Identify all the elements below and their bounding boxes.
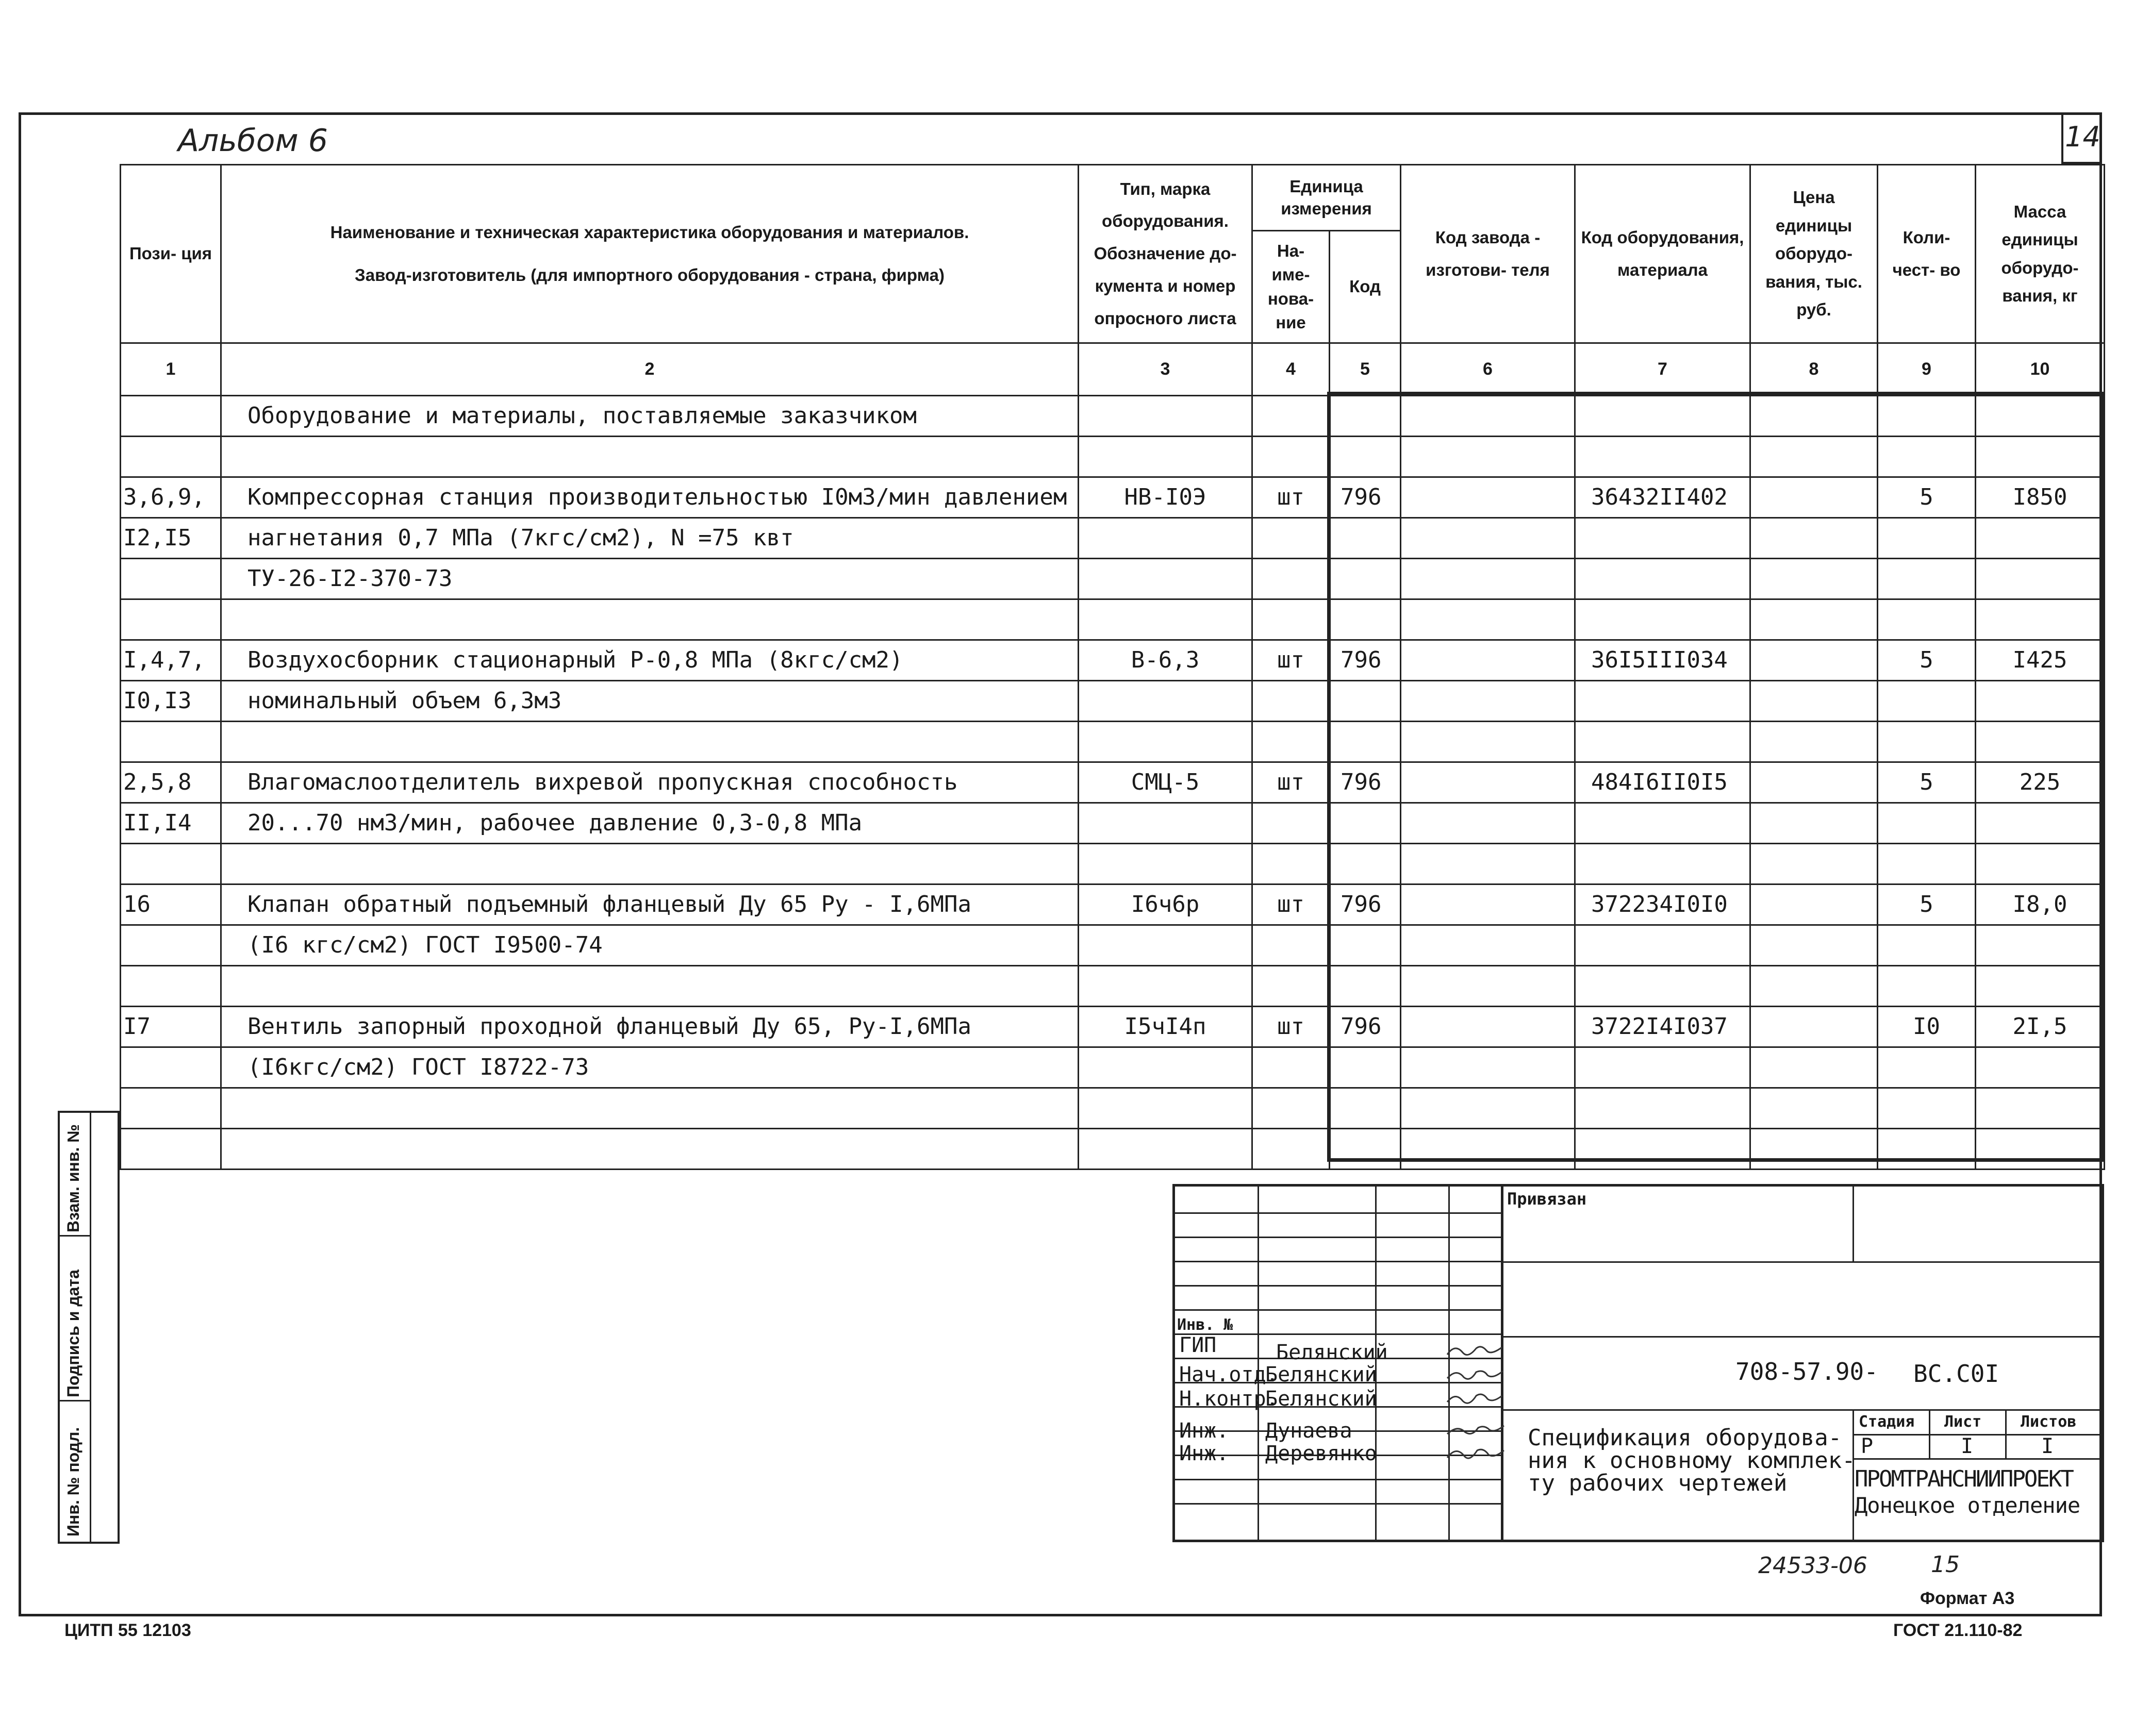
table-row xyxy=(121,1088,2105,1129)
stamp-hline xyxy=(1175,1479,1501,1480)
cell-mass xyxy=(1976,1129,2105,1170)
cell-price xyxy=(1750,722,1878,762)
header-plant-code: Код завода - изготови- теля xyxy=(1401,165,1575,343)
cell-mass: I8,0 xyxy=(1976,884,2105,925)
cell-price xyxy=(1750,681,1878,722)
cell-unit xyxy=(1252,681,1330,722)
cell-equipment-code xyxy=(1575,844,1750,884)
staff-role-4: Инж. xyxy=(1179,1419,1229,1443)
staff-name-5: Деревянко xyxy=(1265,1442,1377,1465)
cell-unit-code xyxy=(1330,1129,1401,1170)
cell-position xyxy=(121,722,221,762)
cell-price xyxy=(1750,518,1878,559)
cell-type xyxy=(1079,437,1252,477)
column-number-row xyxy=(121,343,2105,396)
cell-position xyxy=(121,437,221,477)
cell-name xyxy=(221,437,1079,477)
cell-position xyxy=(121,559,221,599)
cell-position xyxy=(121,925,221,966)
cell-quantity: 5 xyxy=(1878,477,1976,518)
cell-plant-code xyxy=(1401,518,1575,559)
cell-unit-code: 796 xyxy=(1330,1007,1401,1047)
colnum-5: 5 xyxy=(1330,343,1401,396)
cell-position xyxy=(121,1088,221,1129)
cell-type xyxy=(1079,559,1252,599)
colnum-6: 6 xyxy=(1401,343,1575,396)
title-block xyxy=(1172,1184,2104,1542)
table-row xyxy=(121,599,2105,640)
side-vzam-label: Взам. инв. № xyxy=(64,1124,82,1232)
cell-name: Воздухосборник стационарный Р-0,8 МПа (8кгс/см2) xyxy=(221,640,1079,681)
stage-label: Стадия xyxy=(1859,1413,1915,1431)
cell-type: СМЦ-5 xyxy=(1079,762,1252,803)
side-divider xyxy=(90,1113,91,1542)
cell-plant-code xyxy=(1401,681,1575,722)
cell-unit xyxy=(1252,803,1330,844)
cell-plant-code xyxy=(1401,437,1575,477)
cell-price xyxy=(1750,803,1878,844)
cell-name: (I6 кгс/см2) ГОСТ I9500-74 xyxy=(221,925,1079,966)
archive-number: 24533-06 xyxy=(1758,1553,1867,1579)
header-position: Пози- ция xyxy=(121,165,221,343)
table-row xyxy=(121,803,2105,844)
cell-quantity xyxy=(1878,722,1976,762)
table-row xyxy=(121,722,2105,762)
cell-quantity xyxy=(1878,1088,1976,1129)
sheet-value: I xyxy=(1961,1434,1974,1458)
cell-type: В-6,3 xyxy=(1079,640,1252,681)
header-name-line2: Завод-изготовитель (для импортного оборудования - страна, фирма) xyxy=(355,265,945,285)
cell-equipment-code xyxy=(1575,559,1750,599)
cell-quantity xyxy=(1878,599,1976,640)
stamp-hline xyxy=(1852,1458,2104,1460)
doc-title-line2: ния к основному комплек- xyxy=(1528,1447,1856,1474)
cell-type xyxy=(1079,925,1252,966)
cell-equipment-code xyxy=(1575,1047,1750,1088)
staff-role-3: Н.контр. xyxy=(1179,1387,1279,1411)
cell-price xyxy=(1750,762,1878,803)
cell-mass xyxy=(1976,437,2105,477)
cell-unit: шт xyxy=(1252,477,1330,518)
table-row xyxy=(121,437,2105,477)
cell-mass xyxy=(1976,518,2105,559)
doc-title-line3: ту рабочих чертежей xyxy=(1528,1470,1788,1496)
cell-type xyxy=(1079,1047,1252,1088)
cell-quantity xyxy=(1878,925,1976,966)
cell-quantity xyxy=(1878,559,1976,599)
side-cell-inv xyxy=(60,1401,90,1542)
cell-position: 16 xyxy=(121,884,221,925)
cell-unit: шт xyxy=(1252,640,1330,681)
table-row xyxy=(121,1047,2105,1088)
cell-type xyxy=(1079,966,1252,1007)
cell-unit xyxy=(1252,559,1330,599)
cell-type xyxy=(1079,722,1252,762)
cell-unit-code xyxy=(1330,599,1401,640)
cell-unit xyxy=(1252,844,1330,884)
cell-type xyxy=(1079,803,1252,844)
cell-plant-code xyxy=(1401,925,1575,966)
stamp-hline xyxy=(1852,1434,2104,1435)
colnum-10: 10 xyxy=(1976,343,2105,396)
cell-type xyxy=(1079,1088,1252,1129)
cell-mass xyxy=(1976,966,2105,1007)
staff-name-3: Белянский xyxy=(1265,1387,1377,1411)
cell-position xyxy=(121,844,221,884)
colnum-4: 4 xyxy=(1252,343,1330,396)
cell-plant-code xyxy=(1401,803,1575,844)
side-approval-strip xyxy=(58,1111,120,1544)
cell-name: номинальный объем 6,3м3 xyxy=(221,681,1079,722)
cell-unit xyxy=(1252,1047,1330,1088)
cell-position: II,I4 xyxy=(121,803,221,844)
cell-plant-code xyxy=(1401,1047,1575,1088)
cell-equipment-code xyxy=(1575,1129,1750,1170)
cell-unit xyxy=(1252,1129,1330,1170)
cell-unit xyxy=(1252,518,1330,559)
cell-equipment-code xyxy=(1575,437,1750,477)
cell-unit-code: 796 xyxy=(1330,884,1401,925)
cell-plant-code xyxy=(1401,396,1575,437)
cell-unit xyxy=(1252,966,1330,1007)
cell-unit-code: 796 xyxy=(1330,640,1401,681)
cell-position xyxy=(121,599,221,640)
colnum-9: 9 xyxy=(1878,343,1976,396)
cell-unit-code xyxy=(1330,844,1401,884)
cell-quantity xyxy=(1878,803,1976,844)
cell-equipment-code xyxy=(1575,722,1750,762)
staff-role-5: Инж. xyxy=(1179,1442,1229,1465)
cell-type xyxy=(1079,1129,1252,1170)
signatures-drawing xyxy=(1443,1340,1510,1469)
cell-type xyxy=(1079,396,1252,437)
table-row xyxy=(121,1007,2105,1047)
stage-value: Р xyxy=(1861,1434,1874,1458)
cell-unit-code xyxy=(1330,396,1401,437)
cell-quantity xyxy=(1878,518,1976,559)
doc-title-line1: Спецификация оборудова- xyxy=(1528,1425,1842,1451)
cell-quantity xyxy=(1878,844,1976,884)
cell-quantity xyxy=(1878,437,1976,477)
cell-equipment-code xyxy=(1575,925,1750,966)
header-quantity: Коли- чест- во xyxy=(1878,165,1976,343)
table-row xyxy=(121,396,2105,437)
colnum-3: 3 xyxy=(1079,343,1252,396)
document-code: 708-57.90- xyxy=(1735,1358,1878,1386)
stamp-vline xyxy=(2005,1409,2007,1458)
colnum-2: 2 xyxy=(221,343,1079,396)
stamp-hline xyxy=(1175,1261,1501,1262)
cell-price xyxy=(1750,1007,1878,1047)
cell-quantity xyxy=(1878,966,1976,1007)
cell-name xyxy=(221,599,1079,640)
cell-equipment-code: 36I5III034 xyxy=(1575,640,1750,681)
staff-role-1: ГИП xyxy=(1179,1333,1217,1357)
footer-gost: ГОСТ 21.110-82 xyxy=(1893,1621,2023,1640)
cell-plant-code xyxy=(1401,1088,1575,1129)
stamp-hline xyxy=(1501,1261,2104,1263)
table-row xyxy=(121,1129,2105,1170)
header-unit-group: Единица измерения xyxy=(1252,165,1401,231)
cell-price xyxy=(1750,966,1878,1007)
cell-name xyxy=(221,844,1079,884)
table-row xyxy=(121,477,2105,518)
cell-unit-code xyxy=(1330,518,1401,559)
table-row xyxy=(121,518,2105,559)
cell-plant-code xyxy=(1401,722,1575,762)
cell-unit-code xyxy=(1330,437,1401,477)
staff-name-4: Дунаева xyxy=(1265,1419,1352,1443)
cell-type: НВ-I0Э xyxy=(1079,477,1252,518)
cell-price xyxy=(1750,1129,1878,1170)
side-cell-vzam xyxy=(60,1113,90,1237)
stamp-hline xyxy=(1501,1336,2104,1338)
cell-mass xyxy=(1976,803,2105,844)
cell-name xyxy=(221,1088,1079,1129)
cell-position xyxy=(121,1047,221,1088)
album-label: Альбом 6 xyxy=(178,123,328,159)
stamp-vline xyxy=(1852,1187,1854,1261)
cell-unit: шт xyxy=(1252,762,1330,803)
header-mass: Масса единицы оборудо- вания, кг xyxy=(1976,165,2105,343)
cell-mass xyxy=(1976,844,2105,884)
cell-mass xyxy=(1976,722,2105,762)
stamp-hline xyxy=(1175,1212,1501,1214)
cell-position: I0,I3 xyxy=(121,681,221,722)
cell-plant-code xyxy=(1401,1129,1575,1170)
cell-price xyxy=(1750,640,1878,681)
cell-price xyxy=(1750,437,1878,477)
cell-equipment-code: 3722I4I037 xyxy=(1575,1007,1750,1047)
cell-quantity xyxy=(1878,681,1976,722)
cell-quantity xyxy=(1878,396,1976,437)
stamp-vline xyxy=(1852,1409,1854,1542)
cell-type: I6ч6р xyxy=(1079,884,1252,925)
cell-plant-code xyxy=(1401,640,1575,681)
cell-name: ТУ-26-I2-370-73 xyxy=(221,559,1079,599)
stamp-hline xyxy=(1501,1409,2104,1411)
cell-unit-code xyxy=(1330,803,1401,844)
header-name-line1: Наименование и техническая характеристика оборудования и материалов. xyxy=(330,222,969,242)
staff-name-1: Белянский xyxy=(1276,1341,1388,1364)
cell-name: Влагомаслоотделитель вихревой пропускная способность xyxy=(221,762,1079,803)
cell-equipment-code xyxy=(1575,803,1750,844)
table-row xyxy=(121,884,2105,925)
cell-plant-code xyxy=(1401,966,1575,1007)
cell-price xyxy=(1750,1047,1878,1088)
header-unit-code: Код xyxy=(1330,231,1401,343)
cell-equipment-code xyxy=(1575,396,1750,437)
cell-quantity xyxy=(1878,1047,1976,1088)
header-unit-name: На- име- нова- ние xyxy=(1252,231,1330,343)
cell-name: Компрессорная станция производительностью I0м3/мин давлением xyxy=(221,477,1079,518)
staff-role-2: Нач.отд. xyxy=(1179,1363,1279,1387)
cell-equipment-code xyxy=(1575,681,1750,722)
cell-mass: 2I,5 xyxy=(1976,1007,2105,1047)
cell-unit-code xyxy=(1330,966,1401,1007)
cell-plant-code xyxy=(1401,762,1575,803)
stamp-hline xyxy=(1175,1309,1501,1311)
cell-unit xyxy=(1252,925,1330,966)
colnum-1: 1 xyxy=(121,343,221,396)
cell-quantity xyxy=(1878,1129,1976,1170)
cell-equipment-code xyxy=(1575,518,1750,559)
cell-mass: I425 xyxy=(1976,640,2105,681)
cell-equipment-code: 36432II402 xyxy=(1575,477,1750,518)
sheet-corner-number: 14 xyxy=(2065,121,2100,153)
cell-position: 2,5,8 xyxy=(121,762,221,803)
cell-position: 3,6,9, xyxy=(121,477,221,518)
table-row xyxy=(121,640,2105,681)
cell-equipment-code: 484I6II0I5 xyxy=(1575,762,1750,803)
stamp-inv-label: Инв. № xyxy=(1177,1316,1233,1334)
cell-quantity: 5 xyxy=(1878,762,1976,803)
sheets-value: I xyxy=(2041,1434,2054,1458)
cell-unit-code xyxy=(1330,559,1401,599)
organization-name: ПРОМТРАНСНИИПРОЕКТ xyxy=(1855,1466,2073,1492)
cell-unit-code xyxy=(1330,1047,1401,1088)
cell-equipment-code xyxy=(1575,966,1750,1007)
cell-name: (I6кгс/см2) ГОСТ I8722-73 xyxy=(221,1047,1079,1088)
cell-mass xyxy=(1976,1047,2105,1088)
cell-position: I2,I5 xyxy=(121,518,221,559)
specification-table xyxy=(120,164,2105,1170)
cell-name: Клапан обратный подъемный фланцевый Ду 65 Ру - I,6МПа xyxy=(221,884,1079,925)
cell-quantity: 5 xyxy=(1878,640,1976,681)
cell-plant-code xyxy=(1401,559,1575,599)
cell-quantity: I0 xyxy=(1878,1007,1976,1047)
header-price: Цена единицы оборудо- вания, тыс. руб. xyxy=(1750,165,1878,343)
cell-type xyxy=(1079,844,1252,884)
header-name xyxy=(221,165,1079,343)
cell-price xyxy=(1750,559,1878,599)
cell-type xyxy=(1079,681,1252,722)
cell-position xyxy=(121,966,221,1007)
archive-page: 15 xyxy=(1931,1551,1960,1578)
cell-mass xyxy=(1976,681,2105,722)
cell-name: нагнетания 0,7 МПа (7кгс/см2), N =75 квт xyxy=(221,518,1079,559)
organization-branch: Донецкое отделение xyxy=(1855,1493,2080,1518)
stamp-hline xyxy=(1175,1285,1501,1287)
cell-position: I,4,7, xyxy=(121,640,221,681)
cell-unit-code xyxy=(1330,681,1401,722)
table-row xyxy=(121,966,2105,1007)
colnum-7: 7 xyxy=(1575,343,1750,396)
document-suffix: ВС.С0I xyxy=(1913,1360,1999,1388)
cell-name xyxy=(221,722,1079,762)
table-row xyxy=(121,844,2105,884)
cell-mass: 225 xyxy=(1976,762,2105,803)
cell-type xyxy=(1079,599,1252,640)
cell-unit-code xyxy=(1330,1088,1401,1129)
cell-plant-code xyxy=(1401,477,1575,518)
cell-unit xyxy=(1252,396,1330,437)
cell-type xyxy=(1079,518,1252,559)
sheets-label: Листов xyxy=(2021,1413,2077,1431)
cell-unit: шт xyxy=(1252,1007,1330,1047)
side-podpis-label: Подпись и дата xyxy=(64,1270,82,1397)
sheet-number-box xyxy=(2061,112,2102,164)
cell-equipment-code xyxy=(1575,599,1750,640)
cell-position xyxy=(121,1129,221,1170)
stamp-vline xyxy=(1929,1409,1930,1458)
cell-mass xyxy=(1976,925,2105,966)
format-label: Формат А3 xyxy=(1920,1589,2015,1608)
cell-plant-code xyxy=(1401,844,1575,884)
cell-position: I7 xyxy=(121,1007,221,1047)
table-row xyxy=(121,559,2105,599)
specification-rows xyxy=(121,396,2105,1170)
cell-name xyxy=(221,966,1079,1007)
table-row xyxy=(121,925,2105,966)
cell-unit xyxy=(1252,599,1330,640)
sheet-label: Лист xyxy=(1944,1413,1982,1431)
cell-mass xyxy=(1976,559,2105,599)
cell-name: Вентиль запорный проходной фланцевый Ду 65, Ру-I,6МПа xyxy=(221,1007,1079,1047)
stamp-hline xyxy=(1175,1237,1501,1238)
cell-mass xyxy=(1976,599,2105,640)
cell-plant-code xyxy=(1401,599,1575,640)
cell-plant-code xyxy=(1401,1007,1575,1047)
cell-unit-code xyxy=(1330,925,1401,966)
side-cell-podpis xyxy=(60,1237,90,1401)
cell-name: Оборудование и материалы, поставляемые заказчиком xyxy=(221,396,1079,437)
cell-unit xyxy=(1252,1088,1330,1129)
cell-mass: I850 xyxy=(1976,477,2105,518)
cell-quantity: 5 xyxy=(1878,884,1976,925)
footer-left-code: ЦИТП 55 12103 xyxy=(64,1621,191,1640)
header-type: Тип, марка оборудования. Обозначение до- кумента и номер опросного листа xyxy=(1079,165,1252,343)
side-inv-label: Инв. № подл. xyxy=(64,1427,82,1537)
cell-unit xyxy=(1252,722,1330,762)
cell-price xyxy=(1750,884,1878,925)
cell-price xyxy=(1750,925,1878,966)
cell-unit: шт xyxy=(1252,884,1330,925)
cell-price xyxy=(1750,477,1878,518)
cell-name: 20...70 нм3/мин, рабочее давление 0,3-0,8 МПа xyxy=(221,803,1079,844)
staff-name-2: Белянский xyxy=(1265,1363,1377,1387)
header-equipment-code: Код оборудования, материала xyxy=(1575,165,1750,343)
cell-price xyxy=(1750,844,1878,884)
privyazan-label: Привязан xyxy=(1507,1189,1587,1209)
cell-price xyxy=(1750,396,1878,437)
cell-price xyxy=(1750,599,1878,640)
cell-type: I5чI4п xyxy=(1079,1007,1252,1047)
cell-name xyxy=(221,1129,1079,1170)
table-row xyxy=(121,762,2105,803)
cell-mass xyxy=(1976,396,2105,437)
cell-equipment-code xyxy=(1575,1088,1750,1129)
stamp-hline xyxy=(1175,1503,1501,1505)
cell-equipment-code: 372234I0I0 xyxy=(1575,884,1750,925)
colnum-8: 8 xyxy=(1750,343,1878,396)
cell-mass xyxy=(1976,1088,2105,1129)
cell-unit-code: 796 xyxy=(1330,477,1401,518)
cell-price xyxy=(1750,1088,1878,1129)
cell-position xyxy=(121,396,221,437)
cell-unit-code xyxy=(1330,722,1401,762)
cell-unit xyxy=(1252,437,1330,477)
cell-plant-code xyxy=(1401,884,1575,925)
cell-unit-code: 796 xyxy=(1330,762,1401,803)
table-row xyxy=(121,681,2105,722)
